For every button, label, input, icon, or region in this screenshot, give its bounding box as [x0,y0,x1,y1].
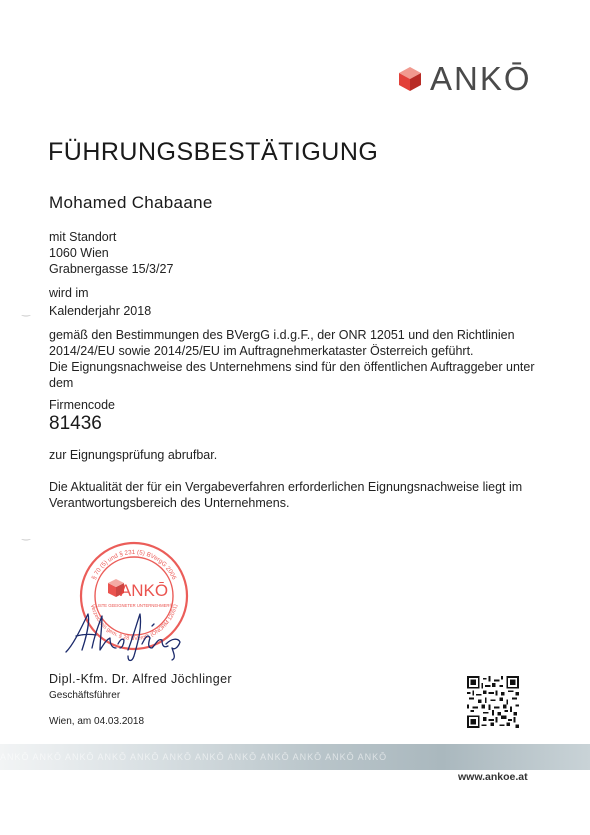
footer-band-watermark: ANKŌ ANKŌ ANKŌ ANKŌ ANKŌ ANKŌ ANKŌ ANKŌ ANKŌ ANKŌ ANKŌ ANKŌ [0,752,388,762]
responsibility-line: Verantwortungsbereich des Unternehmens. [49,496,290,510]
firmencode-label: Firmencode [49,398,115,412]
handwritten-signature [62,604,192,664]
retrieval-text: zur Eignungsprüfung abrufbar. [49,448,218,462]
responsibility-line: Die Aktualität der für ein Vergabeverfahren erforderlichen Eignungsnachweise liegt im [49,480,523,494]
signatory-name: Dipl.-Kfm. Dr. Alfred Jöchlinger [49,672,232,686]
stamp-top-text: § 70 (5) und § 231 (5) BVergG 2006 [90,548,178,581]
stamp-bottom-text: Verzeichnis gem. § 28 BVergG (ÖNORM 12051) [88,603,180,643]
address-intro: mit Standort [49,230,117,244]
paragraph-line: 2014/24/EU sowie 2014/25/EU im Auftragnehmerkataster Österreich geführt. [49,344,474,358]
address-street: Grabnergasse 15/3/27 [49,262,174,276]
logo-text: ANKŌ [430,60,532,97]
paragraph-line: dem [49,376,74,390]
year-intro: wird im [49,286,89,300]
punch-mark: ‿ [22,306,31,317]
qr-code [467,676,519,728]
paragraph-line: gemäß den Bestimmungen des BVergG i.d.g.F., der ONR 12051 und den Richtlinien [49,328,515,342]
stamp-brand: ANKŌ [119,581,169,600]
firmencode-value: 81436 [49,413,102,434]
punch-mark: ‿ [22,530,31,541]
company-name: Mohamed Chabaane [49,193,213,212]
signatory-role: Geschäftsführer [49,690,121,701]
document-title: FÜHRUNGSBESTÄTIGUNG [48,138,379,166]
ankoe-cube-icon [396,65,424,93]
place-date: Wien, am 04.03.2018 [49,716,145,727]
year-value: Kalenderjahr 2018 [49,304,152,318]
address-city: 1060 Wien [49,246,109,260]
paragraph-line: Die Eignungsnachweise des Unternehmens sind für den öffentlichen Auftraggeber unter [49,360,535,374]
stamp-subtitle: LISTE GEEIGNETER UNTERNEHMER® [95,603,173,608]
ankoe-logo [396,62,532,95]
website-text: www.ankoe.at [458,771,528,783]
